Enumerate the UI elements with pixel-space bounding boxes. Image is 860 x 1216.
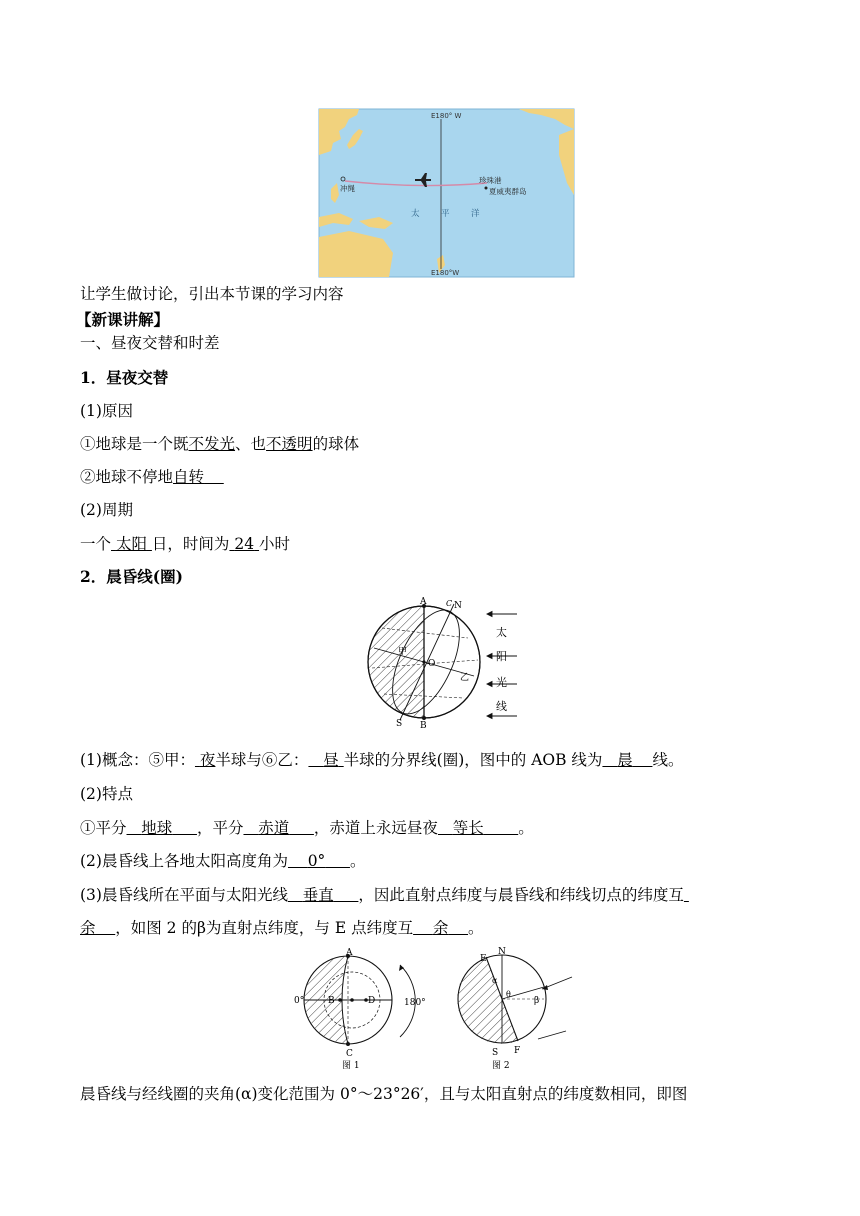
- sun-text-3: 光: [496, 676, 507, 689]
- reason-2-answer: 自转: [173, 468, 205, 486]
- globe-label-C: C: [446, 599, 453, 608]
- fig1-right: 180°: [404, 998, 426, 1008]
- fig1-caption: 图 1: [342, 1061, 360, 1071]
- fig1-left: 0°: [294, 996, 305, 1006]
- reason-1-mid: 、也: [235, 435, 267, 453]
- pacific-map-figure: [319, 109, 574, 277]
- night-hemisphere: [368, 606, 424, 718]
- reason-1-post: 的球体: [312, 435, 360, 453]
- globe-label-B: B: [420, 721, 427, 731]
- feature-3b-answer-a: 余: [80, 919, 96, 937]
- fig1-D: D: [368, 996, 376, 1006]
- fig2-beta: β: [534, 996, 540, 1006]
- reason-1-pre: ①地球是一个既: [80, 435, 189, 453]
- fig1-B: B: [328, 996, 335, 1006]
- fig1-A: A: [346, 948, 353, 958]
- concept-line: (1)概念：⑤甲： 夜半球与⑥乙： 昼 半球的分界线(圈)，图中的 AOB 线为 晨 线。: [80, 751, 684, 769]
- fig2-theta: θ: [506, 990, 511, 999]
- fig2-N: N: [498, 947, 506, 957]
- period-line: [80, 534, 290, 554]
- period-post: 小时: [259, 535, 291, 553]
- feature-1-answer-a: 地球: [141, 819, 173, 837]
- fig2-S: S: [492, 1048, 499, 1058]
- period-mid: 日，时间为: [151, 535, 230, 553]
- reason-2-pre: ②地球不停地: [80, 468, 174, 486]
- feature-3-answer: 垂直: [302, 886, 334, 904]
- reason-title: (1)原因: [80, 402, 133, 420]
- globe-label-S: S: [396, 719, 403, 729]
- feature-1-answer-c: 等长: [452, 819, 484, 837]
- reason-1-answer-b: 不透明: [266, 435, 313, 453]
- feature-1: ①平分 地球 ，平分 赤道 ，赤道上永远昼夜 等长 。: [80, 819, 534, 837]
- concept-answer-dawn: 晨: [617, 751, 633, 769]
- period-answer-a: 太阳: [115, 535, 147, 553]
- globe-label-O: O: [428, 659, 436, 669]
- fig2-E: E: [480, 954, 487, 964]
- reason-1: [80, 434, 359, 454]
- map-bottom-label: E180°W: [431, 269, 460, 277]
- section-header: 【新课讲解】: [76, 310, 170, 329]
- okinawa-label: 冲绳: [340, 184, 355, 193]
- globe-label-jia: 甲: [398, 647, 408, 657]
- feature-2-answer: 0°: [307, 852, 326, 870]
- sun-text-4: 线: [496, 700, 507, 713]
- pearl-harbor-label: 珍珠港: [479, 176, 502, 185]
- period-answer-b: 24: [234, 535, 255, 553]
- hawaii-marker: [485, 187, 488, 190]
- fig2-F: F: [514, 1046, 521, 1056]
- intro-text: 让学生做讨论，引出本节课的学习内容: [80, 285, 344, 303]
- features-title: (2)特点: [80, 785, 133, 803]
- last-line: 晨昏线与经线圈的夹角(α)变化范围为 0°～23°26′，且与太阳直射点的纬度数相同，即图: [80, 1085, 688, 1103]
- period-pre: 一个: [80, 535, 112, 553]
- fig1-C: C: [346, 1049, 353, 1059]
- ocean-label-1: 太: [411, 209, 420, 219]
- subheading-alternation: 1．昼夜交替: [80, 368, 169, 387]
- subheading-terminator: 2．晨昏线(圈): [80, 567, 183, 586]
- globe-label-N: N: [454, 601, 462, 611]
- feature-2: (2)晨昏线上各地太阳高度角为 0° 。: [80, 852, 366, 870]
- concept-answer-night: 夜: [199, 751, 216, 769]
- fig2-caption: 图 2: [492, 1061, 510, 1071]
- fig2-alpha: α: [492, 976, 498, 985]
- globe-label-yi: 乙: [460, 673, 470, 683]
- figure-1: [294, 947, 434, 1072]
- figure-2: [454, 947, 574, 1072]
- sun-text-1: 太: [496, 626, 507, 639]
- heading-day-night: 一、昼夜交替和时差: [80, 334, 220, 352]
- period-title: (2)周期: [80, 501, 133, 519]
- map-top-label: E180° W: [431, 112, 462, 120]
- reason-1-answer-a: 不发光: [188, 435, 236, 453]
- sun-text-2: 阳: [496, 650, 507, 663]
- ocean-label-2: 平: [441, 209, 450, 219]
- terminator-globe-figure: [362, 597, 522, 731]
- ocean-label-3: 洋: [471, 209, 480, 219]
- feature-1-answer-b: 赤道: [258, 819, 290, 837]
- globe-label-A: A: [420, 597, 427, 607]
- feature-3b-answer-b: 余: [432, 919, 449, 937]
- feature-3: (3)晨昏线所在平面与太阳光线 垂直 ，因此直射点纬度与晨昏线和纬线切点的纬度互: [80, 886, 684, 904]
- hawaii-label: 夏威夷群岛: [489, 187, 527, 196]
- feature-3b: 余 ，如图 2 的β为直射点纬度，与 E 点纬度互 余 。: [80, 919, 484, 937]
- concept-answer-day: 昼: [323, 751, 339, 769]
- reason-2: [80, 467, 224, 487]
